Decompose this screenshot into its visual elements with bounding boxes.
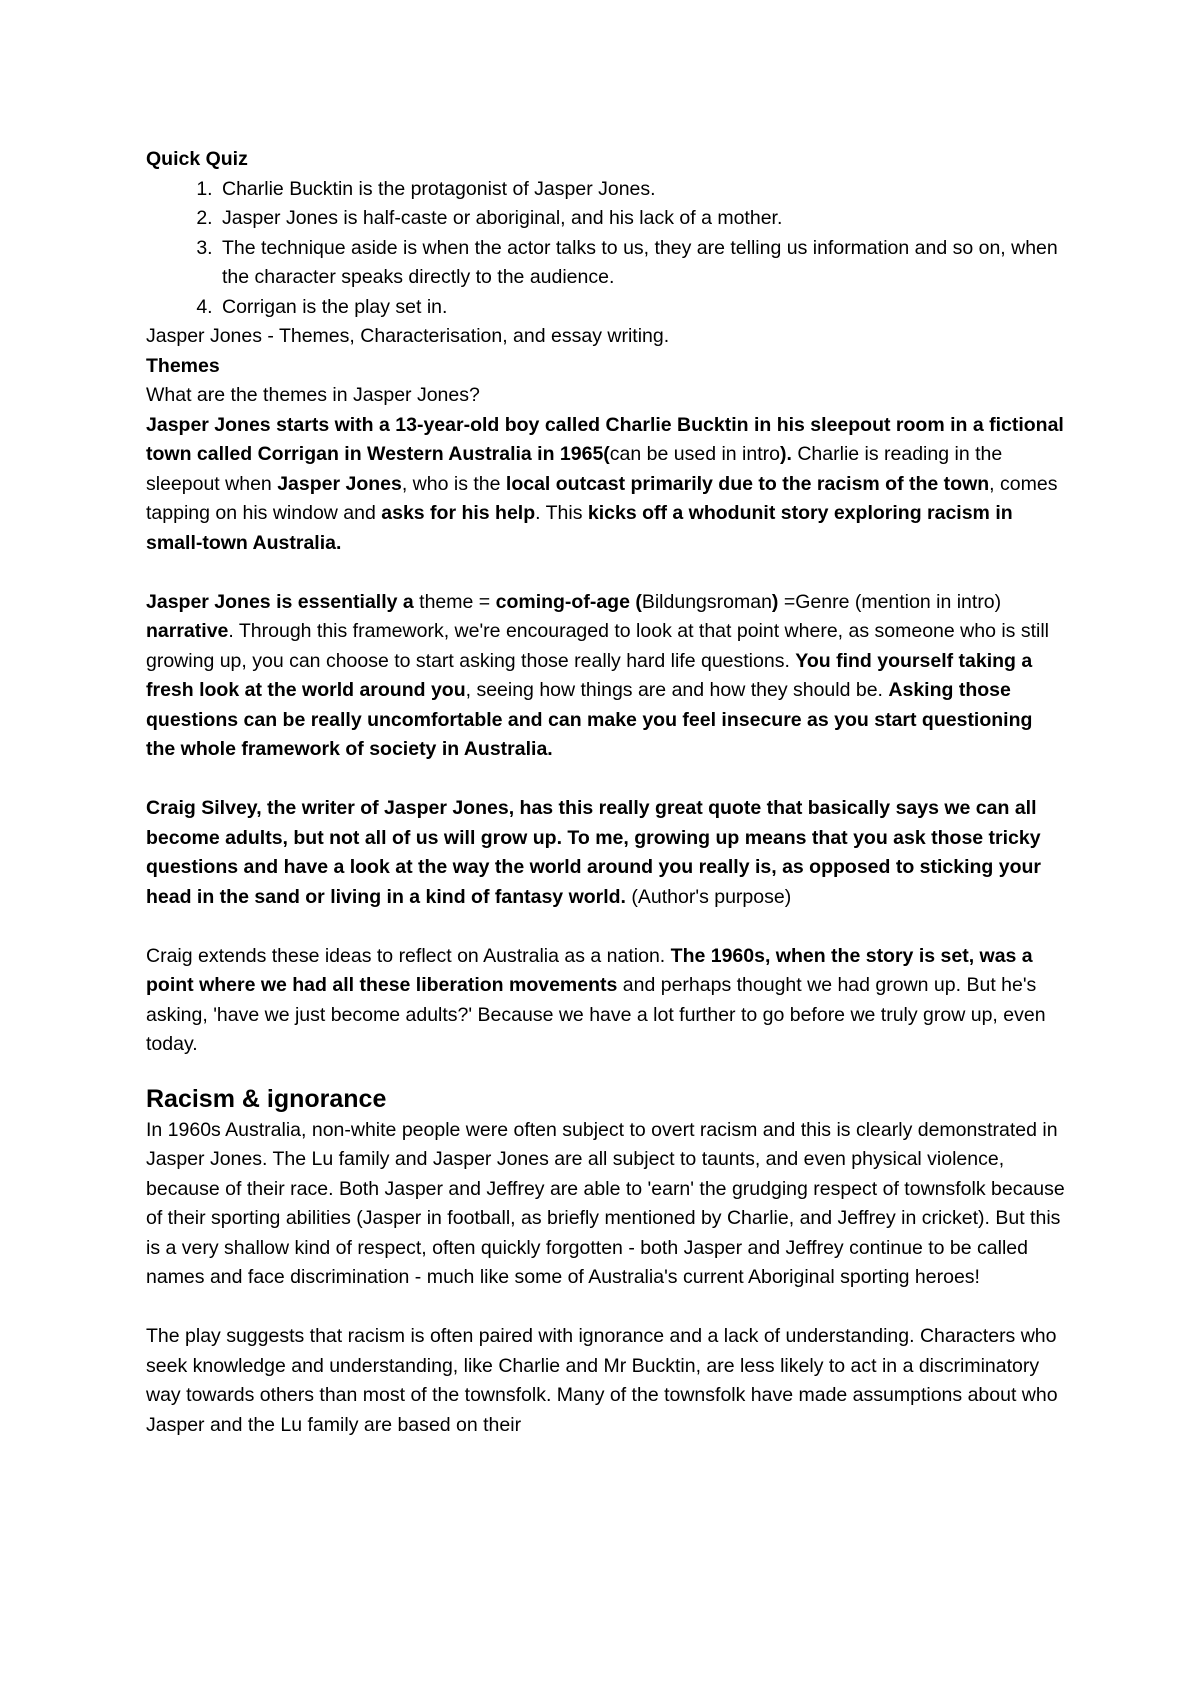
paragraph-gap: [146, 558, 1066, 588]
quiz-title: Quick Quiz: [146, 148, 248, 170]
themes-paragraph-3: Craig Silvey, the writer of Jasper Jones, has this really great quote that basically says we can all become adults, but not all of us will grow up. To me, growing up means that you ask those tricky questions and have a look at the way the world around you really is, as opposed to sticking your head in the sand or living in a kind of fantasy world. (Author's purpose): [146, 797, 1042, 908]
paragraph-gap: [146, 1293, 1066, 1323]
themes-paragraph-4: Craig extends these ideas to reflect on Australia as a nation. The 1960s, when the story is set, was a point where we had all these liberation movements and perhaps thought we had grown up. But he's asking, 'have we just become adults?' Because we have a lot further to go before we truly grow up, even today.: [146, 944, 1046, 1055]
intro-line: Jasper Jones - Themes, Characterisation, and essay writing.: [146, 325, 670, 347]
document-page: [146, 145, 1066, 1440]
quiz-item: 3. The technique aside is when the actor talks to us, they are telling us information and so on, when the character speaks directly to the audience.: [218, 234, 1066, 293]
paragraph-gap: [146, 912, 1066, 942]
quiz-item: 1. Charlie Bucktin is the protagonist of Jasper Jones.: [218, 175, 1066, 205]
racism-paragraph-2: The play suggests that racism is often paired with ignorance and a lack of understanding. Characters who seek knowledge and understanding, like Charlie and Mr Bucktin, are less likely to act in a discriminatory way towards others than most of the townsfolk. Many of the townsfolk have made assumptions about who Jasper and the Lu family are based on their: [146, 1325, 1058, 1436]
themes-heading: Themes: [146, 354, 220, 377]
themes-paragraph-2: Jasper Jones is essentially a theme = coming-of-age (Bildungsroman) =Genre (mention in intro) narrative. Through this framework, we're encouraged to look at that point where, as someone who is still growing up, you can choose to start asking those really hard life questions. You find yourself taking a fresh look at the world around you, seeing how things are and how they should be. Asking those questions can be really uncomfortable and can make you feel insecure as you start questioning the whole framework of society in Australia.: [146, 590, 1050, 760]
racism-paragraph-1: In 1960s Australia, non-white people were often subject to overt racism and this is clearly demonstrated in Jasper Jones. The Lu family and Jasper Jones are all subject to taunts, and even physical violence, because of their race. Both Jasper and Jeffrey are able to 'earn' the grudging respect of townsfolk because of their sporting abilities (Jasper in football, as briefly mentioned by Charlie, and Jeffrey in cricket). But this is a very shallow kind of respect, often quickly forgotten - both Jasper and Jeffrey continue to be called names and face discrimination - much like some of Australia's current Aboriginal sporting heroes!: [146, 1118, 1065, 1288]
quiz-list: [146, 175, 1066, 323]
racism-heading: Racism & ignorance: [146, 1084, 387, 1113]
themes-paragraph-1: Jasper Jones starts with a 13-year-old boy called Charlie Bucktin in his sleepout room in a fictional town called Corrigan in Western Australia in 1965(can be used in intro). Charlie is reading in the sleepout when Jasper Jones, who is the local outcast primarily due to the racism of the town, comes tapping on his window and asks for his help. This kicks off a whodunit story exploring racism in small-town Australia.: [146, 413, 1064, 554]
quiz-item: 4. Corrigan is the play set in.: [218, 293, 1066, 323]
paragraph-gap: [146, 765, 1066, 795]
themes-question: What are the themes in Jasper Jones?: [146, 384, 480, 406]
quiz-item: 2. Jasper Jones is half-caste or aboriginal, and his lack of a mother.: [218, 204, 1066, 234]
